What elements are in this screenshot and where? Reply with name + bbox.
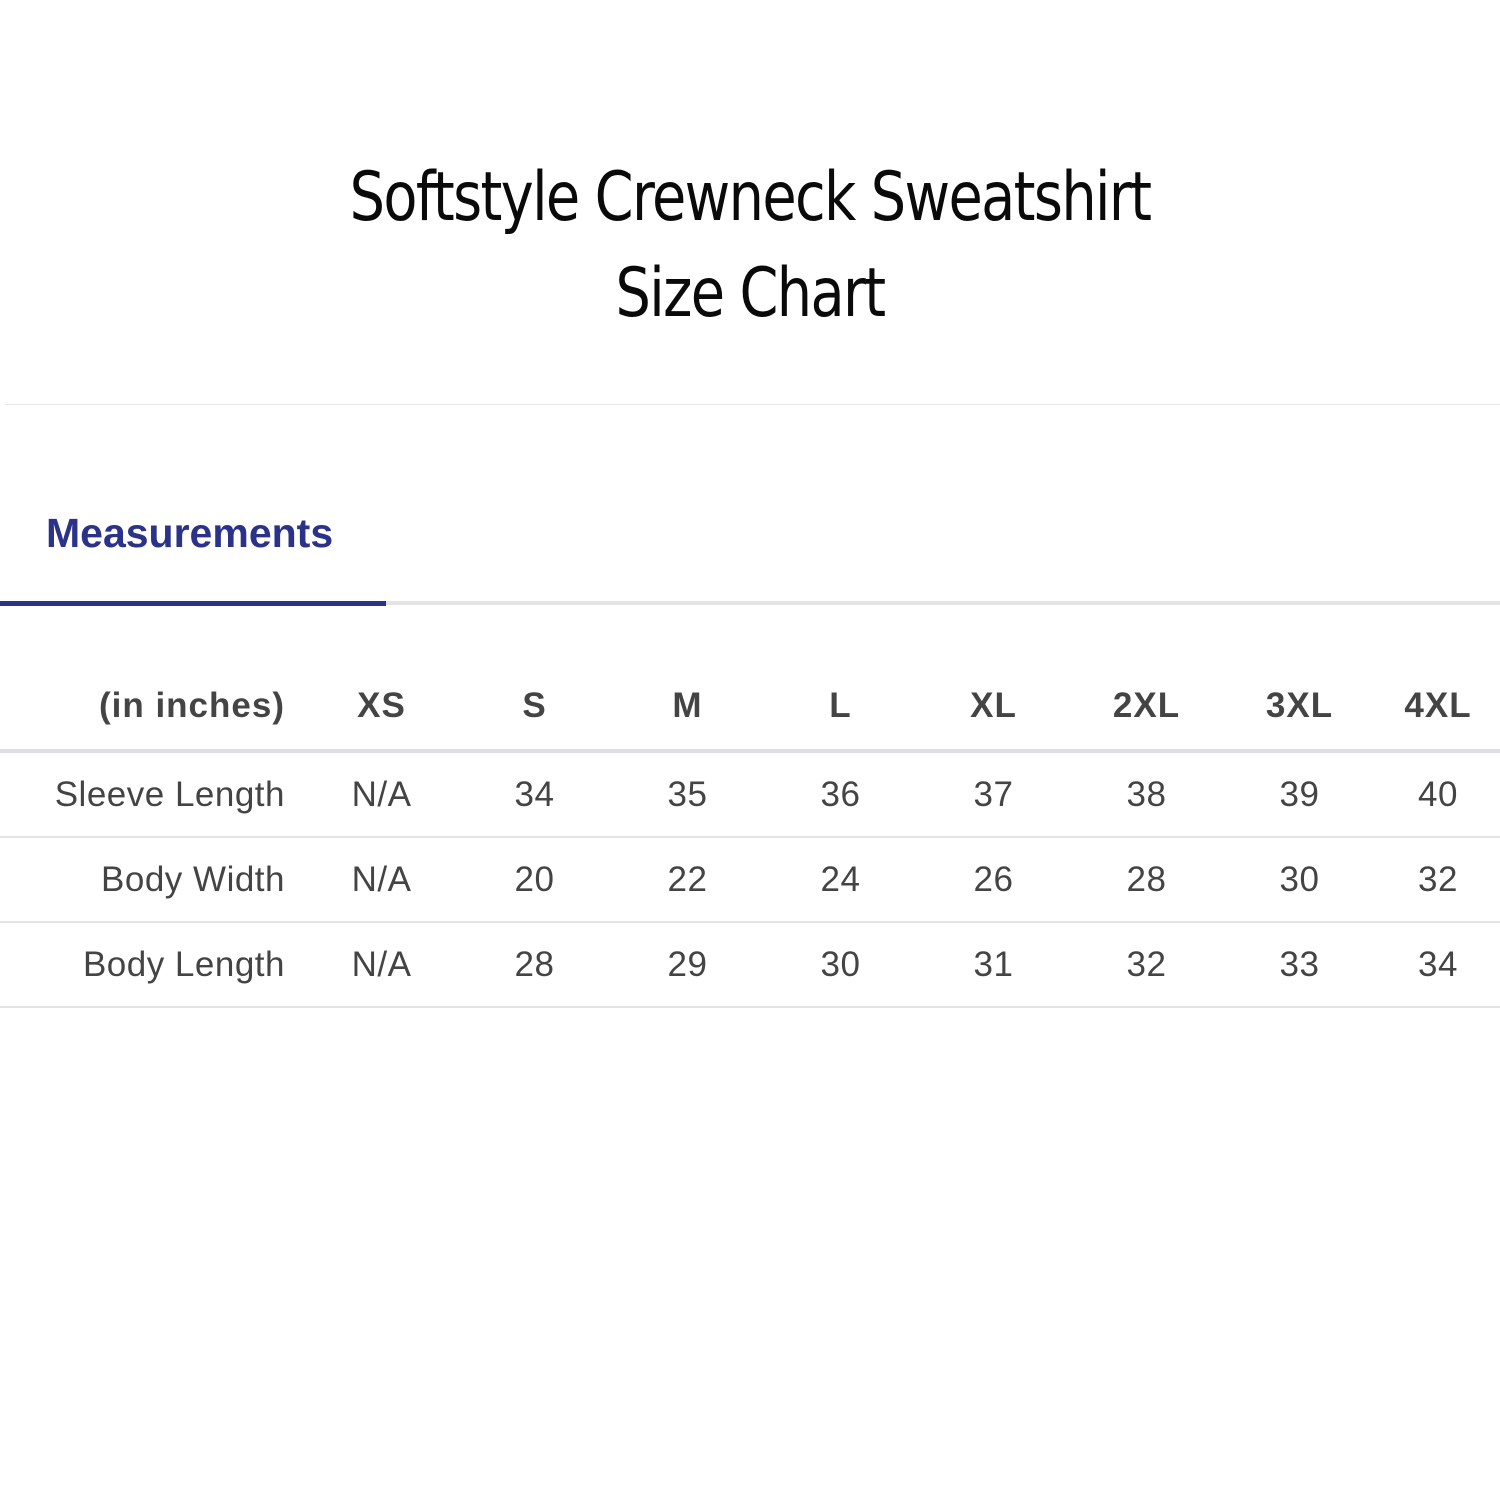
column-header: 2XL	[1070, 662, 1223, 751]
table-cell: 39	[1223, 751, 1376, 837]
tab-measurements[interactable]	[0, 490, 386, 607]
page-title	[135, 150, 1365, 342]
table-cell: 34	[1376, 922, 1500, 1007]
table-cell: 20	[458, 837, 611, 922]
column-header: S	[458, 662, 611, 751]
table-cell: 32	[1070, 922, 1223, 1007]
table-cell: 32	[1376, 837, 1500, 922]
table-cell: 35	[611, 751, 764, 837]
tab-measurements-label: Measurements	[46, 510, 334, 556]
column-header: XS	[305, 662, 458, 751]
table-cell: N/A	[305, 922, 458, 1007]
table-cell: 29	[611, 922, 764, 1007]
table-row	[0, 837, 1500, 922]
table-cell: 31	[917, 922, 1070, 1007]
row-label: Body Length	[0, 922, 305, 1007]
table-cell: 22	[611, 837, 764, 922]
header-row	[0, 662, 1500, 751]
size-chart-table	[0, 662, 1500, 1008]
table-cell: 37	[917, 751, 1070, 837]
title-line-1: Softstyle Crewneck Sweatshirt	[349, 158, 1151, 237]
table-cell: 40	[1376, 751, 1500, 837]
column-header: M	[611, 662, 764, 751]
column-header: L	[764, 662, 917, 751]
row-label: Body Width	[0, 837, 305, 922]
table-cell: N/A	[305, 837, 458, 922]
column-header: XL	[917, 662, 1070, 751]
table-cell: N/A	[305, 751, 458, 837]
table-cell: 33	[1223, 922, 1376, 1007]
table-cell: 34	[458, 751, 611, 837]
tab-track	[386, 601, 1500, 605]
title-line-2: Size Chart	[615, 254, 885, 333]
table-cell: 30	[1223, 837, 1376, 922]
table-cell: 28	[458, 922, 611, 1007]
table-cell: 36	[764, 751, 917, 837]
table-cell: 24	[764, 837, 917, 922]
table-row	[0, 922, 1500, 1007]
column-header: 4XL	[1376, 662, 1500, 751]
tab-bar	[0, 490, 1500, 607]
header-divider	[5, 404, 1500, 405]
active-tab-indicator	[0, 601, 386, 606]
column-header: 3XL	[1223, 662, 1376, 751]
table-row	[0, 751, 1500, 837]
table-cell: 30	[764, 922, 917, 1007]
row-label: Sleeve Length	[0, 751, 305, 837]
corner-label: (in inches)	[0, 662, 305, 751]
table-cell: 28	[1070, 837, 1223, 922]
table-cell: 26	[917, 837, 1070, 922]
table-cell: 38	[1070, 751, 1223, 837]
